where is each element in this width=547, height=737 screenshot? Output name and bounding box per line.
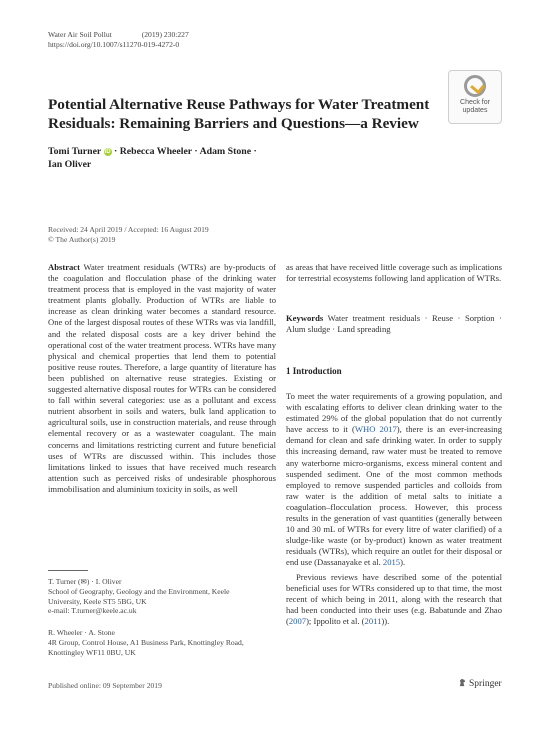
volume-info: (2019) 230:227 [141,30,189,39]
intro-paragraph-1: To meet the water requirements of a growing population, and with escalating efforts to deliver clean drinking water to the estimated 29% of the global population that do not currently have access to it (WHO 2017), there is an ever-increasing demand for clean and safe drinking water. In order to supply this increasing demand, raw water must be treated to remove any waterborne micro-organisms, excess mineral content and suspended sediment. One of the most common methods employed to remove suspended particles and colloids from raw water is the addition of metal salts to initiate a coagulation–flocculation process. However, this process results in the generation of vast quantities (generally between 10 and 30 mL of WTRs for every litre of water clarified) of a sludge-like waste (or by-product) known as water treatment residuals (WTRs), which require an outlet for their disposal or end use (Dassanayake et al. 2015). [286,391,502,568]
footnote-divider [48,570,88,571]
introduction-body [286,391,502,627]
author-names: · Rebecca Wheeler · Adam Stone · [111,146,257,157]
check-for-updates-badge[interactable] [448,70,502,124]
abstract-continued: as areas that have received little coverage such as implications for terrestrial ecosystems following land application of WTRs. [286,262,502,284]
doi-link[interactable]: https://doi.org/10.1007/s11270-019-4272-0 [48,40,180,49]
article-dates [48,225,209,244]
abstract-text: Water treatment residuals (WTRs) are by-products of the coagulation and flocculation phase of the drinking water treatment process that is employed in the vast majority of water treatment plants globally. Production of WTRs are liable to increase as clean drinking water becomes a standard resource. One of the largest disposal routes of these WTRs was via landfill, and the related disposal costs are a key driver behind the operational cost of the water treatment process. WTRs have many physical and chemical properties that lend them to potential positive reuse routes. Therefore, a large quantity of literature has been published on alternative reuse strategies. Existing or suggested alternative disposal routes for WTRs can be considered to fall within several categories: use as a pollutant and excess nutrient absorbent in soils and waters, bulk land application to agricultural soils, use in construction materials, and reuse through elemental recovery or as a wastewater coagulant. The main concerns and limitations restricting current and future beneficial uses of WTRs are discussed within. This includes those limitations linked to issues that have received much research attention such as perceived risks of undesirable phosphorous immobilisation and aluminium toxicity in soils, as well [48,262,276,494]
citation-link[interactable]: WHO 2017 [354,424,397,435]
keywords [286,313,502,335]
author-list [48,146,348,171]
section-heading-introduction: 1 Introduction [286,366,342,376]
affiliation-authors: T. Turner (✉) · I. Oliver [48,577,122,586]
intro-paragraph-2: Previous reviews have described some of the potential beneficial uses for WTRs considered up to that time, the most recent of which being in 2011, along with the research that had been conducted into their uses (e.g. Babatunde and Zhao (2007); Ippolito et al. (2011)). [286,571,502,626]
affiliation-1 [48,577,276,616]
copyright: © The Author(s) 2019 [48,234,116,244]
citation-link[interactable]: 2015 [382,557,401,568]
check-icon [464,75,486,97]
badge-line2: updates [462,107,488,114]
affiliation-address: University, Keele ST5 5BG, UK [48,596,147,606]
received-accepted: Received: 24 April 2019 / Accepted: 16 August 2019 [48,225,209,234]
badge-line1: Check for [460,99,490,106]
keywords-text: Water treatment residuals · Reuse · Sorption · Alum sludge · Land spreading [286,313,502,335]
running-header [48,30,189,50]
orcid-icon[interactable]: iD [104,149,111,155]
journal-name: Water Air Soil Pollut [48,30,112,39]
affiliation-address: Knottingley WF11 0BU, UK [48,647,136,657]
abstract [48,262,276,495]
keywords-heading: Keywords [286,313,324,323]
publisher-logo [458,678,502,689]
affiliation-address: 4R Group, Control House, A1 Business Park, Knottingley Road, [48,637,244,647]
article-title: Potential Alternative Reuse Pathways for Water Treatment Residuals: Remaining Barriers and Questions—a Review [48,96,430,132]
author-name-last: Ian Oliver [48,158,92,170]
springer-horse-icon [458,678,467,687]
affiliation-authors: R. Wheeler · A. Stone [48,628,115,637]
author-name[interactable]: Tomi Turner [48,146,102,157]
affiliation-address: School of Geography, Geology and the Environment, Keele [48,586,230,596]
publisher-name: Springer [469,679,502,689]
published-online: Published online: 09 September 2019 [48,681,162,690]
abstract-heading: Abstract [48,262,80,272]
affiliation-2 [48,628,276,657]
citation-link[interactable]: 2011 [364,615,382,626]
affiliation-email[interactable]: e-mail: T.turner@keele.ac.uk [48,606,137,616]
citation-link[interactable]: 2007 [288,615,307,626]
